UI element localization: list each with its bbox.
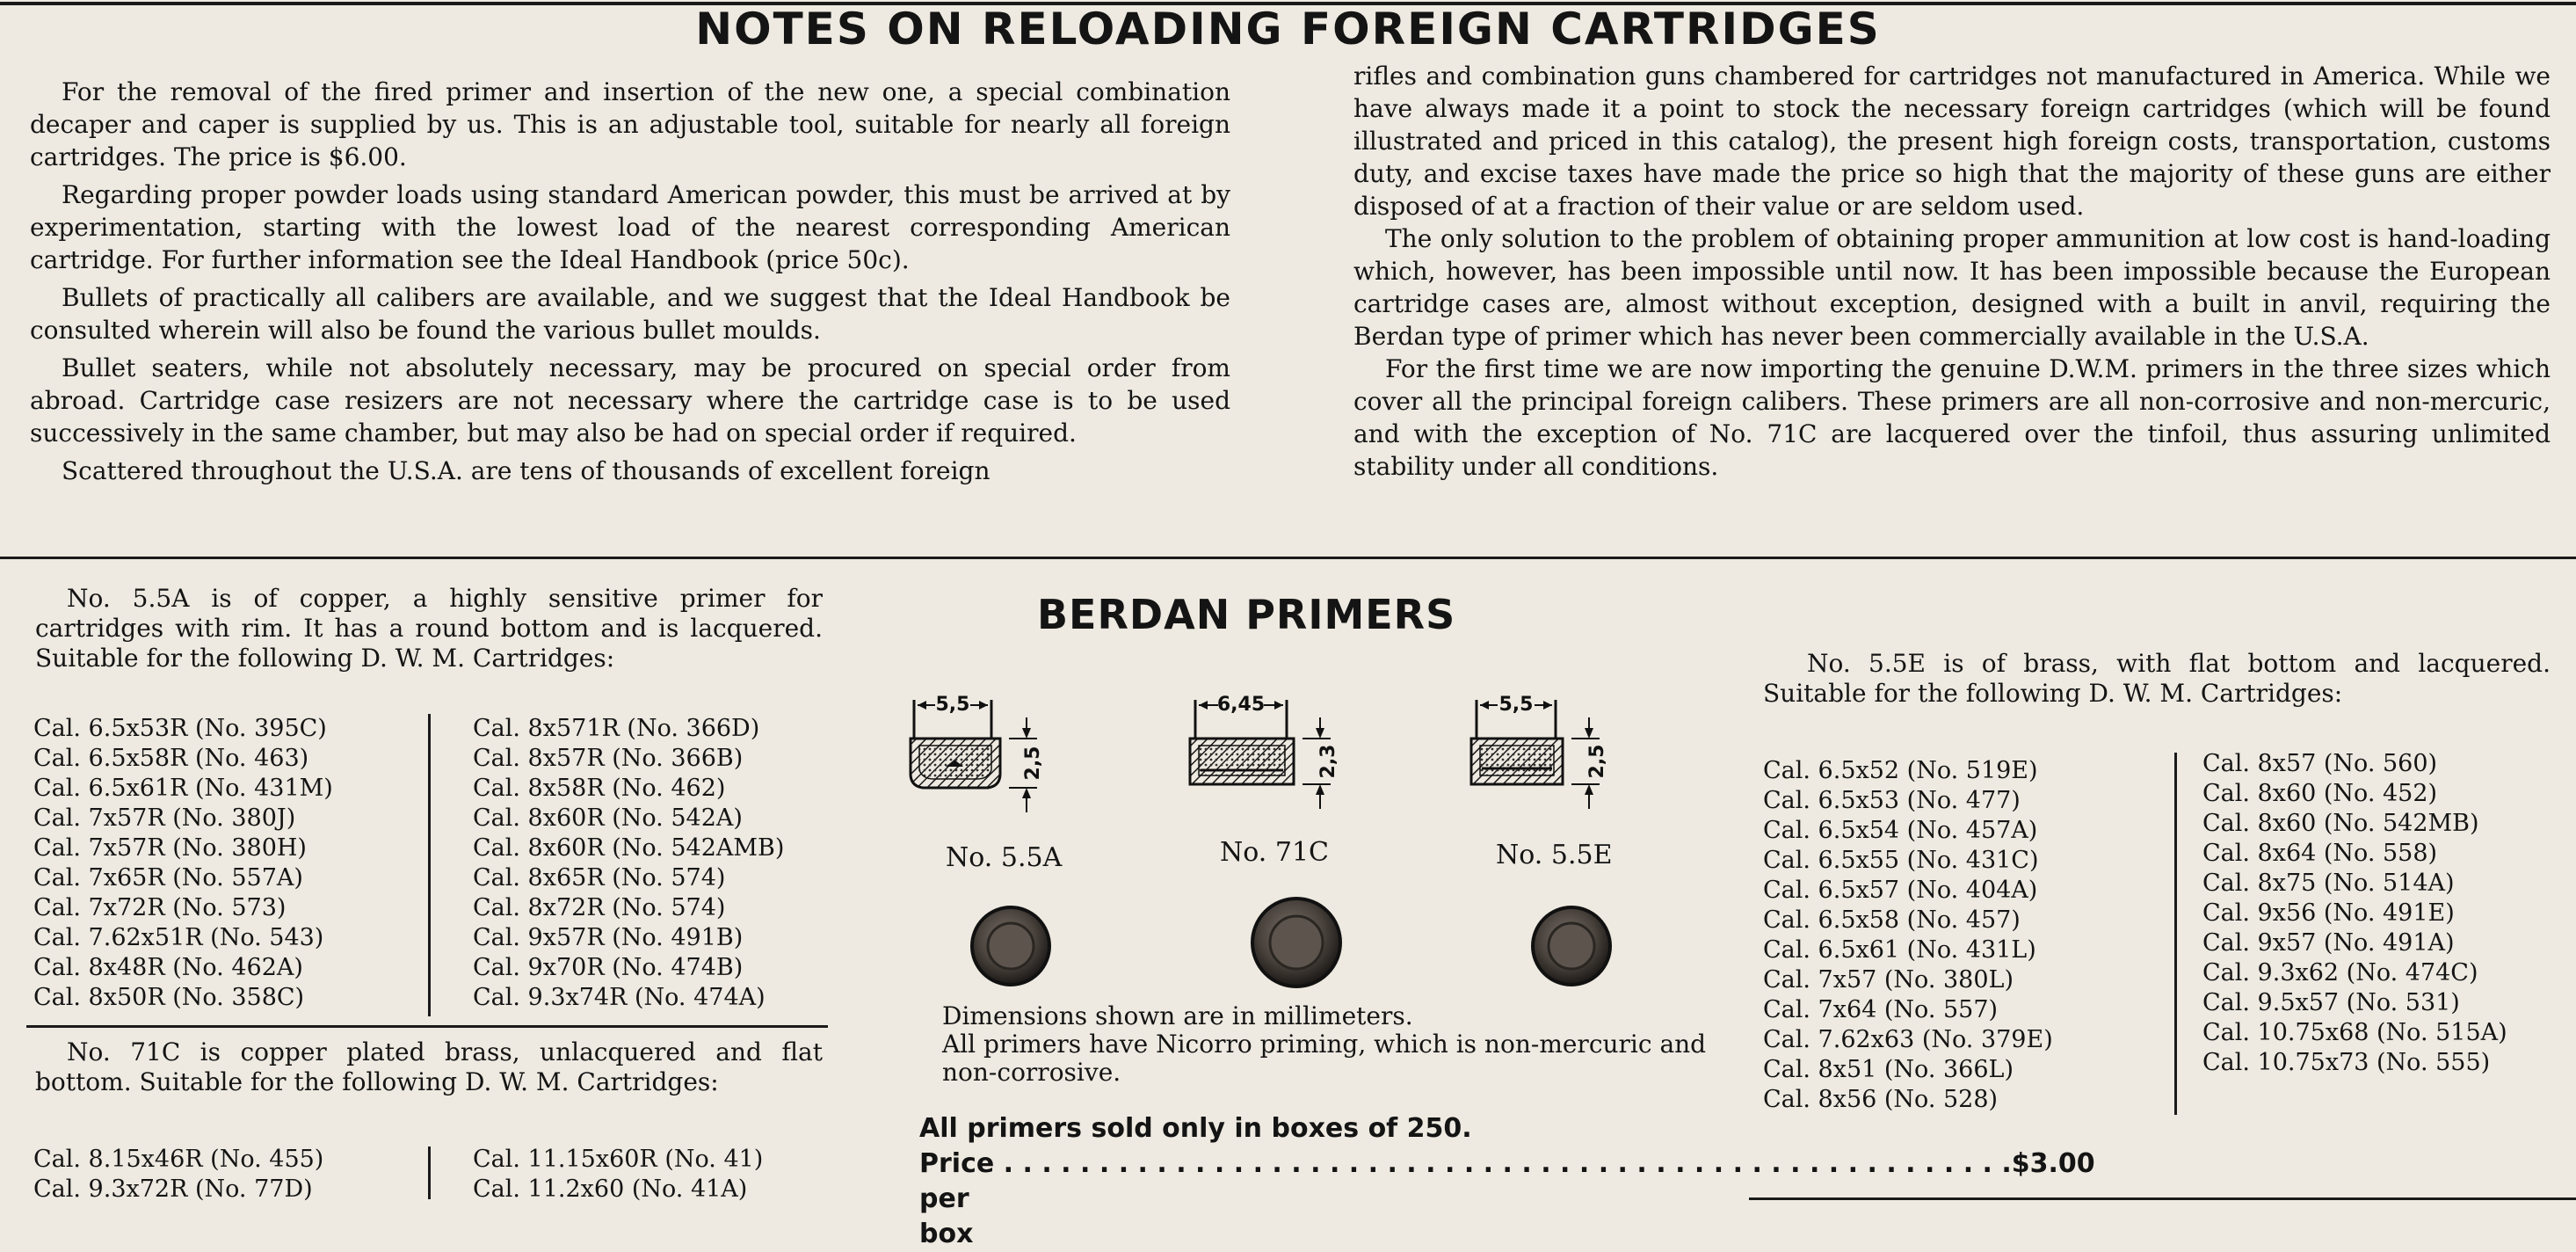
list-item: Cal. 6.5x53R (No. 395C): [33, 715, 327, 742]
list-item: Cal. 8x60R (No. 542A): [473, 804, 743, 832]
list-item: Cal. 8x48R (No. 462A): [33, 954, 303, 981]
price-line: [919, 1146, 2095, 1252]
paragraph: For the removal of the fired primer and insertion of the new one, a special combination decaper and caper is supplied by us. This is an adjustable tool, suitable for nearly all foreign cartridges. The price is $6.00.: [30, 77, 1230, 171]
list-item: Cal. 6.5x58R (No. 463): [33, 745, 309, 772]
sale-line: All primers sold only in boxes of 250.: [919, 1113, 1472, 1144]
section-divider: [0, 557, 2576, 559]
price-label: Price per box: [919, 1148, 995, 1249]
list-item: Cal. 9x56 (No. 491E): [2202, 899, 2455, 927]
primer-71c-diagram: [1190, 694, 1339, 809]
list-item: Cal. 10.75x68 (No. 515A): [2202, 1019, 2507, 1046]
list-item: Cal. 9x57 (No. 491A): [2202, 929, 2455, 957]
primer-55a-height: 2,5: [1022, 746, 1044, 781]
primer-71c-label: No. 71C: [1220, 837, 1329, 868]
priming-note: All primers have Nicorro priming, which is non-mercuric and non-corrosive.: [942, 1030, 1707, 1087]
primer-55a-description: No. 5.5A is of copper, a highly sensitive primer for cartridges with rim. It has a round bottom and is lacquered. Suitable for the following D. W. M. Cartridges:: [35, 584, 823, 673]
primer-71c-description: No. 71C is copper plated brass, unlacquered and flat bottom. Suitable for the following D. W. M. Cartridges:: [35, 1037, 823, 1096]
list-item: Cal. 9x57R (No. 491B): [473, 924, 744, 951]
primer-55e-description: No. 5.5E is of brass, with flat bottom and lacquered. Suitable for the following D. W. M. Cartridges:: [1763, 649, 2551, 708]
list-item: Cal. 8x64 (No. 558): [2202, 840, 2438, 867]
list-item: Cal. 8x72R (No. 574): [473, 894, 726, 921]
primer-55e-label: No. 5.5E: [1496, 840, 1613, 870]
list-item: Cal. 8x60 (No. 542MB): [2202, 810, 2479, 837]
list-item: Cal. 8x51 (No. 366L): [1763, 1056, 2014, 1083]
paragraph: The only solution to the problem of obtaining proper ammunition at low cost is hand-loading which, however, has been impossible until now. It has been impossible because the European cartridge cases are, almost without exception, designed with a built in anvil, requiring the Berdan type of primer which has never been commercially available in the U.S.A.: [1353, 224, 2551, 351]
paragraph: Bullet seaters, while not absolutely necessary, may be procured on special order from abroad. Cartridge case resizers are not necessary where the cartridge case is to be used successively in the same chamber, but may also be had on special order if required.: [30, 353, 1230, 448]
primer-71c-width: 6,45: [1216, 694, 1266, 716]
column-divider: [428, 1146, 431, 1199]
list-item: Cal. 10.75x73 (No. 555): [2202, 1049, 2491, 1076]
primer-55a-list-2: [473, 714, 784, 1013]
list-item: Cal. 9.3x72R (No. 77D): [33, 1176, 313, 1203]
list-item: Cal. 8x57 (No. 560): [2202, 750, 2438, 777]
list-item: Cal. 7x57R (No. 380H): [33, 834, 307, 862]
primer-55a-diagram: [911, 694, 1044, 812]
primer-55a-label: No. 5.5A: [946, 842, 1063, 873]
dimensions-note: Dimensions shown are in millimeters.: [942, 1001, 1413, 1030]
list-item: Cal. 8x60R (No. 542AMB): [473, 834, 785, 862]
list-item: Cal. 7x57R (No. 380J): [33, 804, 296, 832]
list-item: Cal. 6.5x57 (No. 404A): [1763, 877, 2038, 904]
berdan-heading: BERDAN PRIMERS: [1037, 591, 1456, 638]
paragraph: For the first time we are now importing the genuine D.W.M. primers in the three sizes which cover all the principal foreign calibers. These primers are all non-corrosive and non-mercuric, and with the exception of No. 71C are lacquered over the tinfoil, thus assuring unlimited stability under all conditions.: [1353, 354, 2551, 481]
list-item: Cal. 6.5x61R (No. 431M): [33, 775, 333, 802]
price-value: $3.00: [2011, 1148, 2095, 1179]
list-item: Cal. 7.62x63 (No. 379E): [1763, 1026, 2053, 1053]
dimension-notes: [903, 1001, 1707, 1087]
list-item: Cal. 7x64 (No. 557): [1763, 996, 1999, 1023]
column-divider: [2174, 753, 2177, 1115]
primer-55e-width: 5,5: [1498, 694, 1534, 716]
list-item: Cal. 8x75 (No. 514A): [2202, 870, 2455, 897]
primer-diagrams: [896, 668, 1705, 844]
list-item: Cal. 11.15x60R (No. 41): [473, 1146, 764, 1173]
paragraph: rifles and combination guns chambered for cartridges not manufactured in America. While we have always made it a point to stock the necessary foreign cartridges (which will be found illustrated and priced in this catalog), the present high foreign costs, transportation, customs duty, and excise taxes have made the price so high that the majority of these guns are either disposed of at a fraction of their value or are seldom used.: [1353, 62, 2551, 221]
primer-71c-section: [35, 1037, 823, 1097]
list-item: Cal. 9x70R (No. 474B): [473, 954, 744, 981]
primer-55e-height: 2,5: [1586, 744, 1608, 779]
paragraph: Regarding proper powder loads using standard American powder, this must be arrived at by experimentation, starting with the lowest load of the nearest corresponding American cartridge. For further information see the Ideal Handbook (price 50c).: [30, 180, 1230, 274]
right-column-text: [1353, 60, 2551, 483]
primer-55e-diagram: [1471, 694, 1608, 809]
primer-55e-section: [1763, 649, 2551, 709]
list-item: Cal. 9.3x74R (No. 474A): [473, 984, 766, 1011]
sale-info: [919, 1111, 2095, 1252]
primer-71c-list-1: [33, 1145, 323, 1205]
primer-55e-list-2: [2202, 749, 2507, 1078]
list-item: Cal. 6.5x58 (No. 457): [1763, 906, 2021, 934]
primer-photos: [958, 897, 1626, 1002]
price-leader: . . . . . . . . . . . . . . . . . . . . . . . . . . . . . . . . . . . . . . . . . . . . . . . . . . . . .: [994, 1148, 2012, 1179]
left-column-text: [30, 76, 1230, 487]
list-item: Cal. 8x65R (No. 574): [473, 864, 726, 892]
bottom-rule: [1749, 1197, 2576, 1200]
primer-55a-section: [35, 584, 823, 673]
list-item: Cal. 8x50R (No. 358C): [33, 984, 305, 1011]
list-item: Cal. 8x56 (No. 528): [1763, 1086, 1999, 1113]
primer-71c-height: 2,3: [1317, 744, 1339, 779]
list-item: Cal. 6.5x53 (No. 477): [1763, 787, 2021, 814]
list-item: Cal. 7x72R (No. 573): [33, 894, 287, 921]
list-item: Cal. 7.62x51R (No. 543): [33, 924, 324, 951]
primer-55a-list-1: [33, 714, 333, 1013]
paragraph: Bullets of practically all calibers are available, and we suggest that the Ideal Handbook be consulted wherein will also be found the various bullet moulds.: [30, 283, 1230, 345]
list-item: Cal. 6.5x52 (No. 519E): [1763, 757, 2038, 784]
list-item: Cal. 8.15x46R (No. 455): [33, 1146, 324, 1173]
primer-55a-photo: [972, 907, 1049, 985]
column-divider: [428, 714, 431, 1016]
list-item: Cal. 6.5x54 (No. 457A): [1763, 817, 2038, 844]
page-title: NOTES ON RELOADING FOREIGN CARTRIDGES: [695, 4, 1881, 55]
list-item: Cal. 8x58R (No. 462): [473, 775, 726, 802]
section-divider: [26, 1025, 828, 1028]
list-item: Cal. 8x571R (No. 366D): [473, 715, 760, 742]
list-item: Cal. 7x65R (No. 557A): [33, 864, 303, 892]
list-item: Cal. 8x57R (No. 366B): [473, 745, 744, 772]
paragraph: Scattered throughout the U.S.A. are tens of thousands of excellent foreign: [62, 456, 990, 485]
list-item: Cal. 6.5x61 (No. 431L): [1763, 936, 2036, 964]
list-item: Cal. 6.5x55 (No. 431C): [1763, 847, 2039, 874]
primer-71c-list-2: [473, 1145, 763, 1205]
list-item: Cal. 11.2x60 (No. 41A): [473, 1176, 748, 1203]
primer-71c-photo: [1252, 899, 1340, 986]
list-item: Cal. 9.3x62 (No. 474C): [2202, 959, 2478, 986]
primer-55e-photo: [1533, 907, 1610, 985]
list-item: Cal. 8x60 (No. 452): [2202, 780, 2438, 807]
list-item: Cal. 9.5x57 (No. 531): [2202, 989, 2460, 1016]
list-item: Cal. 7x57 (No. 380L): [1763, 966, 2014, 994]
primer-55a-width: 5,5: [935, 694, 970, 716]
primer-55e-list-1: [1763, 756, 2053, 1115]
